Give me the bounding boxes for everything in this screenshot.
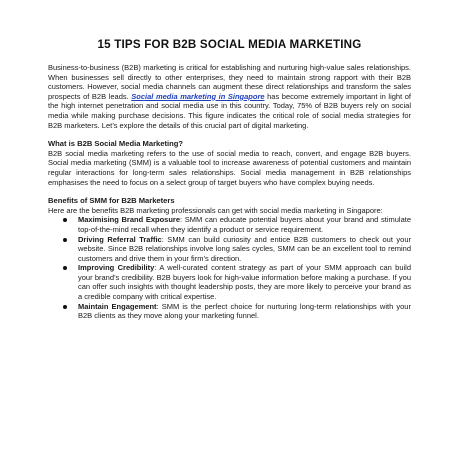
benefit-label: Maximising Brand Exposure [78, 215, 181, 225]
intro-paragraph [48, 63, 411, 130]
list-item [59, 215, 411, 234]
section-body-benefits: Here are the benefits B2B marketing professionals can get with social media marketing in Singapore: [48, 205, 383, 215]
list-item [59, 263, 411, 301]
intro-text-before: Business-to-business (B2B) marketing is critical for establishing and nurturing high-value sales relationships. When businesses sell directly to other enterprises, they need to maintain strong rapport with their B2B customers. However, social media channels can augment these direct relationships and transform the sales prospects of B2B leads. [48, 63, 411, 101]
list-item [59, 235, 411, 264]
bullet-icon [63, 266, 67, 270]
benefit-text: : SMM can educate potential buyers about your brand and stimulate top-of-the-mind recall when they identify a product or service requirement. [78, 215, 411, 234]
section-body-what-is: B2B social media marketing refers to the use of social media to reach, convert, and engage B2B buyers. Social media marketing (SMM) is a valuable tool to increase awareness of potential customers and maintain regular interactions for long-term sales relationships. Social media management in B2B relationships emphasises the need to focus on a select group of target buyers who have complex buying needs. [48, 148, 411, 187]
page-title: 15 TIPS FOR B2B SOCIAL MEDIA MARKETING [97, 38, 362, 51]
bullet-icon [63, 218, 67, 222]
smm-singapore-link[interactable]: Social media marketing in Singapore [131, 91, 265, 101]
bullet-icon [63, 238, 67, 242]
benefit-label: Improving Credibility [78, 263, 155, 273]
intro-text-after: has become extremely important in light of the high internet penetration and social media use in this country. Today, 75% of B2B buyers rely on social media while making purchase decisions. This figure indicates the critical role of social media strategies for B2B marketers. Let’s explore the details of this crucial part of digital marketing. [48, 91, 412, 130]
benefit-text: : SMM can build curiosity and entice B2B customers to check out your website. Since B2B relationships involve long sales cycles, SMM can be an excellent tool to remind customers and drive them in your firm’s direction. [78, 234, 411, 263]
section-heading-what-is: What is B2B Social Media Marketing? [48, 139, 184, 149]
benefit-label: Maintain Engagement [78, 301, 157, 311]
benefit-label: Driving Referral Traffic [78, 234, 162, 244]
bullet-icon [63, 305, 67, 309]
benefits-list [48, 215, 411, 321]
benefit-text: : SMM is the perfect choice for nurturing long-term relationships with your B2B clients as they move along your marketing funnel. [78, 301, 411, 321]
section-heading-benefits: Benefits of SMM for B2B Marketers [48, 196, 175, 206]
benefit-text: : A well-curated content strategy as part of your SMM approach can build your brand’s credibility. B2B buyers look for high-value information before making a purchase. If you can offer such insights with thought leadership posts, they are more likely to perceive your brand as a credible company with critical expertise. [78, 263, 411, 302]
list-item [59, 302, 411, 321]
